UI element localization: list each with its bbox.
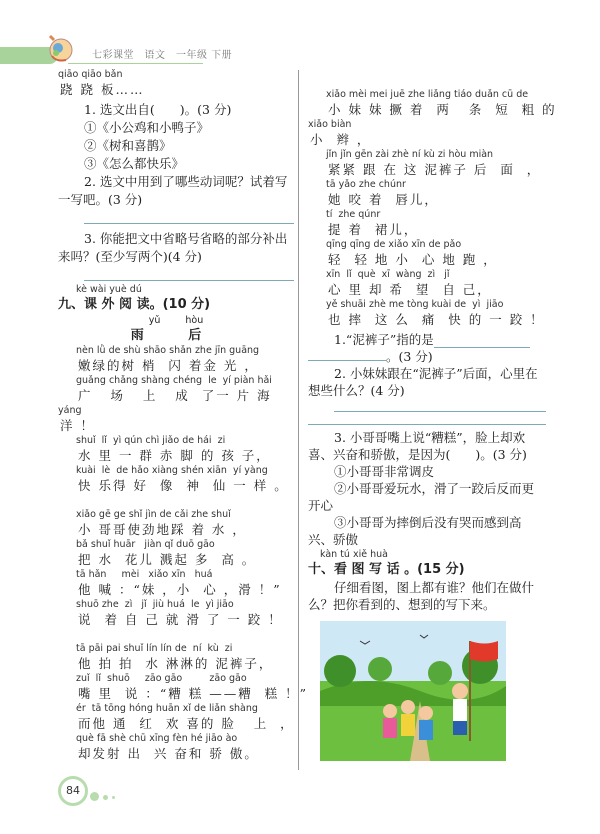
answer-line[interactable]	[84, 223, 294, 224]
question-1: 1. 选文出自( )。(3 分)	[84, 102, 232, 117]
pinyin-line: shuō zhe zì jǐ jiù huá le yì jiāo	[76, 599, 234, 610]
poem-line: 轻 轻 地 小 心 地 跑 ，	[328, 252, 498, 267]
option: ②小哥哥爱玩水，滑了一跤后反而更开心	[308, 481, 535, 513]
pinyin-line: xiǎo gē ge shǐ jìn de cǎi zhe shuǐ	[76, 509, 231, 520]
poem-line: 洋 ！	[60, 418, 95, 433]
question-r2: 2. 小妹妹跟在“泥裤子”后面，心里在想些什么？(4 分)	[308, 366, 538, 398]
poem-line: 他 喊 ：“妹 ，小 心 ，滑 ！”	[78, 582, 282, 597]
poem-stanza-4	[308, 88, 557, 328]
answer-line[interactable]	[308, 424, 546, 425]
pinyin-line: tā hǎn mèi xiǎo xīn huá	[76, 569, 213, 580]
pinyin-line: xīn lǐ què xī wàng zì jǐ	[326, 269, 450, 280]
pinyin-line: jǐn jǐn gēn zài zhè ní kù zi hòu miàn	[326, 149, 494, 160]
pinyin: kàn tú xiě huà	[320, 549, 388, 560]
poem-line: 嫩绿的树 梢 闪 着金 光 ，	[78, 358, 259, 373]
intro-text: 跷 跷 板……	[60, 82, 145, 97]
question-3: 3. 你能把文中省略号省略的部分补出来吗？(至少写两个)(4 分)	[58, 231, 288, 264]
pinyin-line: ér tā tōng hóng huān xǐ de liǎn shàng	[76, 703, 258, 714]
poem-stanza-2	[58, 508, 294, 628]
poem-stanza-1	[58, 344, 294, 494]
pinyin-line: nèn lǜ de shù shāo shǎn zhe jīn guāng	[76, 345, 260, 356]
poem-line: 快 乐得 好 像 神 仙 一 样 。	[78, 478, 289, 493]
poem-line: 却发射 出 兴 奋和 骄 傲。	[78, 746, 259, 761]
poem-line: 他 拍 拍 水 淋淋的 泥裤子，	[78, 656, 274, 671]
question-r1	[308, 331, 546, 348]
right-column	[308, 88, 557, 761]
mascot-icon	[42, 30, 78, 66]
option: ③小哥哥为摔倒后没有哭而感到高兴、骄傲	[308, 515, 522, 547]
poem-line: 提 着 裙儿，	[328, 222, 419, 237]
poem-line: 也 摔 这 么 痛 快 的 一 跤 ！	[328, 312, 545, 327]
pinyin-line: zuǐ lǐ shuō zāo gāo zāo gāo	[76, 673, 247, 684]
kids-playing-illustration	[320, 621, 506, 761]
column-divider	[298, 70, 299, 770]
poem-stanza-3	[58, 642, 309, 762]
pinyin: qiāo qiāo bǎn	[58, 69, 123, 80]
question-2: 2. 选文中用到了哪些动词呢？试着写一写吧。(3 分)	[58, 174, 288, 207]
pinyin-line: qīng qīng de xiǎo xīn de pǎo	[326, 239, 462, 250]
decor-dot	[90, 792, 99, 801]
poem-line: 她 咬 着 唇儿，	[328, 192, 439, 207]
poem-title: 雨 后	[130, 328, 222, 343]
pinyin-line: guǎng chǎng shàng chéng le yí piàn hǎi	[76, 375, 272, 386]
question-r3: 3. 小哥哥嘴上说“糟糕”，脸上却欢喜、兴奋和骄傲，是因为( )。(3 分)	[308, 430, 527, 462]
pinyin-line: què fā shè chū xīng fèn hé jiāo ào	[76, 733, 238, 744]
pinyin-line: xiǎo mèi mei juē zhe liǎng tiáo duǎn cū de	[326, 89, 529, 100]
poem-line: 水 里 一 群 赤 脚 的 孩 子，	[78, 448, 271, 463]
poem-line: 小 辫 ，	[310, 132, 372, 147]
answer-line[interactable]	[334, 411, 546, 412]
question-text: 1.“泥裤子”指的是	[334, 332, 434, 347]
poem-line: 小 哥哥使劲地踩 着 水 ，	[78, 522, 247, 537]
pinyin: yǔ hòu	[148, 315, 204, 326]
header-title: 七彩课堂 语文 一年级 下册	[92, 50, 233, 61]
pinyin-line: tā pāi pai shuǐ lín lín de ní kù zi	[76, 643, 233, 654]
pinyin-line: shuǐ lǐ yì qún chì jiǎo de hái zi	[76, 435, 226, 446]
section-10-heading: 十、看 图 写 话 。(15 分)	[308, 562, 465, 577]
decor-dot	[103, 795, 108, 800]
pinyin-line: yě shuāi zhè me tòng kuài de yì jiāo	[326, 299, 504, 310]
answer-line[interactable]	[84, 280, 294, 281]
poem-line: 小 妹 妹 撅 着 两 条 短 粗 的	[328, 102, 557, 117]
pinyin-line: tā yǎo zhe chúnr	[326, 179, 406, 190]
left-column	[58, 68, 309, 762]
poem-line: 嘴 里 说 ：“糟 糕 ——糟 糕 ！”	[78, 686, 309, 701]
pinyin: kè wài yuè dú	[76, 284, 142, 295]
answer-blank[interactable]	[308, 348, 386, 361]
poem-line: 说 着 自 己 就 滑 了 一 跤 ！	[78, 612, 283, 627]
pinyin-line: tí zhe qúnr	[326, 209, 381, 220]
option: ③《怎么都快乐》	[84, 156, 185, 171]
pinyin-line: xiǎo biàn	[308, 119, 352, 130]
poem-line: 而他 通 红 欢 喜的 脸 上 ，	[78, 716, 295, 731]
question-text: 。(3 分)	[386, 349, 433, 364]
poem-line: 把 水 花儿 溅起 多 高 。	[78, 552, 257, 567]
header-underline	[68, 63, 203, 64]
writing-prompt: 仔细看图，图上都有谁？他们在做什么？把你看到的、想到的写下来。	[308, 580, 535, 612]
poem-line: 广 场 上 成 了一 片 海	[78, 388, 272, 403]
pinyin-line: kuài lè de hǎo xiàng shén xiān yí yàng	[76, 465, 268, 476]
poem-line: 紧紧 跟 在 这 泥裤子 后 面 ，	[328, 162, 542, 177]
option: ①《小公鸡和小鸭子》	[84, 120, 210, 135]
pinyin-line: bǎ shuǐ huār jiàn qǐ duō gāo	[76, 539, 215, 550]
page-number: 84	[58, 776, 88, 806]
decor-dot	[112, 796, 115, 799]
section-9-heading: 九、课 外 阅 读。(10 分)	[58, 297, 211, 312]
pinyin-line: yáng	[58, 405, 82, 416]
poem-line: 心 里 却 希 望 自 己，	[328, 282, 492, 297]
option: ②《树和喜鹊》	[84, 138, 172, 153]
option: ①小哥哥非常调皮	[334, 464, 435, 479]
answer-blank[interactable]	[434, 335, 530, 348]
